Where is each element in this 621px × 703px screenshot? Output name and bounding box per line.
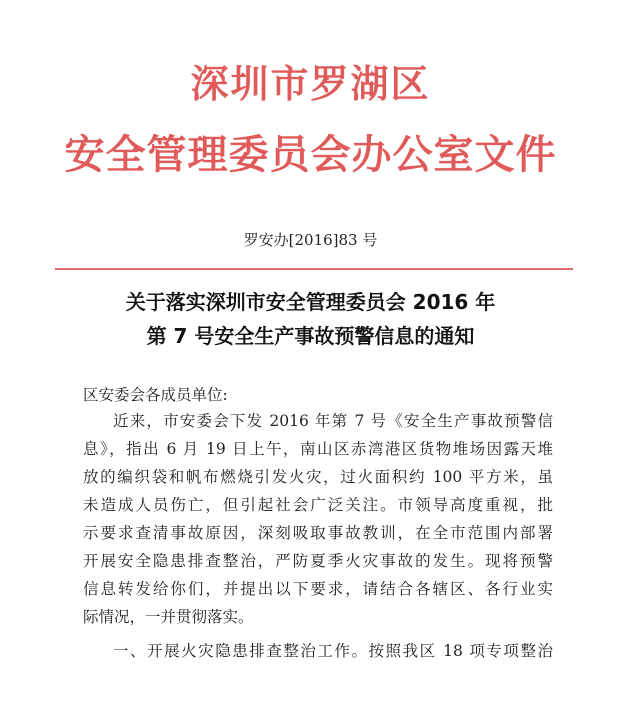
document-number: 罗安办[2016]83 号 — [243, 231, 378, 249]
salutation: 区安委会各成员单位: — [83, 386, 228, 404]
body-line: 际情况，一并贯彻落实。 — [83, 608, 254, 626]
body-line: 示要求查清事故原因，深刻吸取事故教训，在全市范围内部署 — [83, 524, 553, 542]
issuing-office-header: 安全管理委员会办公室文件 — [64, 131, 557, 178]
document-title-line-1: 关于落实深圳市安全管理委员会 2016 年 — [125, 290, 496, 314]
red-divider-line — [55, 268, 573, 270]
issuing-org-header: 深圳市罗湖区 — [190, 61, 431, 106]
body-line: 信息转发给你们，并提出以下要求，请结合各辖区、各行业实 — [83, 580, 553, 598]
body-line: 近来，市安委会下发 2016 年第 7 号《安全生产事故预警信 — [113, 412, 553, 430]
body-line: 放的编织袋和帆布燃烧引发火灾，过火面积约 100 平方米，虽 — [83, 468, 553, 486]
body-line: 开展安全隐患排查整治，严防夏季火灾事故的发生。现将预警 — [83, 552, 553, 570]
body-line: 一、开展火灾隐患排查整治工作。按照我区 18 项专项整治 — [113, 642, 553, 660]
document-title-line-2: 第 7 号安全生产事故预警信息的通知 — [146, 324, 475, 348]
body-line: 息》，指出 6 月 19 日上午，南山区赤湾港区货物堆场因露天堆 — [83, 440, 553, 458]
body-line: 未造成人员伤亡，但引起社会广泛关注。市领导高度重视，批 — [83, 496, 553, 514]
